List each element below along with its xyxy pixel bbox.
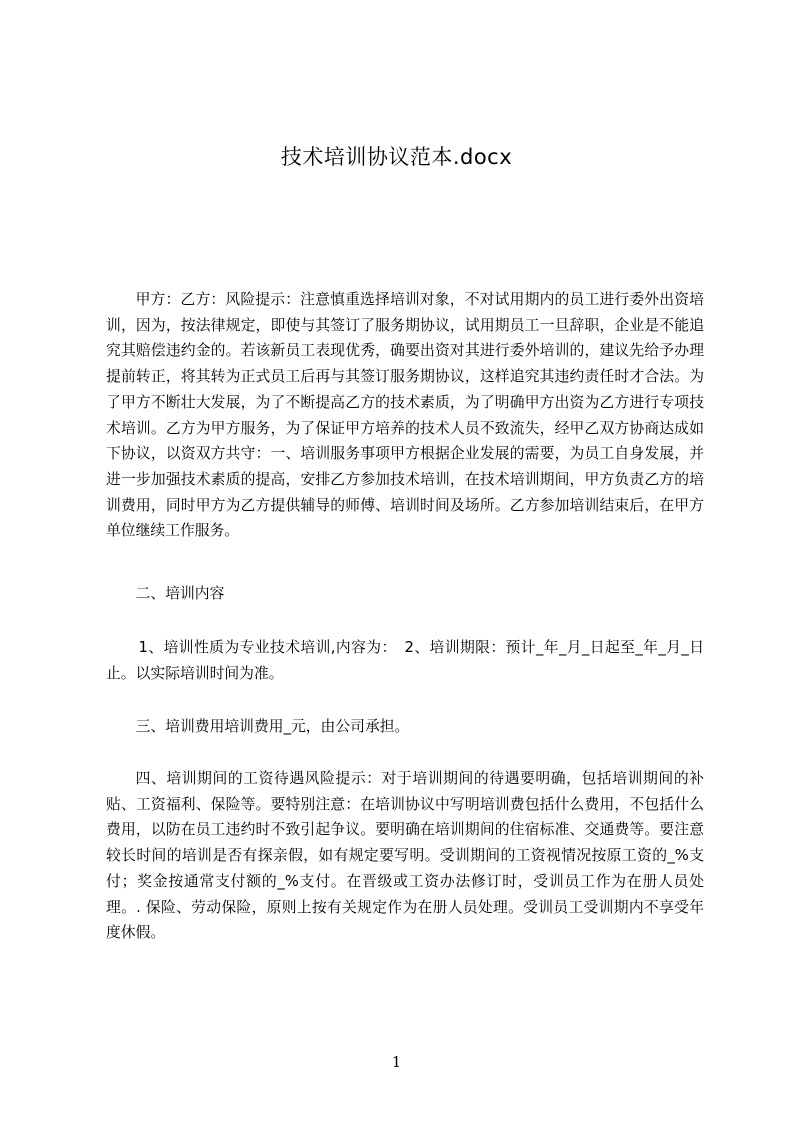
paragraph-training-nature-period: 1、培训性质为专业技术培训,内容为： 2、培训期限：预计_年_月_日起至_年_月_日止。以实际培训时间为准。 bbox=[106, 639, 704, 682]
paragraph-parties-and-terms: 甲方：乙方：风险提示：注意慎重选择培训对象，不对试用期内的员工进行委外出资培训，因为，按法律规定，即使与其签订了服务期协议，试用期员工一旦辞职，企业是不能追究其赔偿违约金的。若该新员工表现优秀，确要出资对其进行委外培训的，建议先给予办理提前转正，将其转为正式员工后再与其签订服务期协议，这样追究其违约责任时才合法。为了甲方不断壮大发展，为了不断提高乙方的技术素质，为了明确甲方出资为乙方进行专项技术培训。乙方为甲方服务，为了保证甲方培养的技术人员不致流失，经甲乙双方协商达成如下协议，以资双方共守：一、培训服务事项甲方根据企业发展的需要，为员工自身发展，并进一步加强技术素质的提高，安排乙方参加技术培训，在技术培训期间，甲方负责乙方的培训费用，同时甲方为乙方提供辅导的师傅、培训时间及场所。乙方参加培训结束后，在甲方单位继续工作服务。 bbox=[106, 291, 704, 540]
paragraph-training-fees: 三、培训费用培训费用_元，由公司承担。 bbox=[135, 718, 410, 735]
page-number: 1 bbox=[391, 1053, 402, 1071]
paragraph-wages-during-training: 四、培训期间的工资待遇风险提示：对于培训期间的待遇要明确，包括培训期间的补贴、工资福利、保险等。要特别注意：在培训协议中写明培训费包括什么费用，不包括什么费用，以防在员工违约时不致引起争议。要明确在培训期间的住宿标准、交通费等。要注意较长时间的培训是否有探亲假，如有规定要写明。受训期间的工资视情况按原工资的_%支付；奖金按通常支付额的_%支付。在晋级或工资办法修订时，受训员工作为在册人员处理。. 保险、劳动保险，原则上按有关规定作为在册人员处理。受训员工受训期内不享受年度休假。 bbox=[106, 770, 704, 942]
document-title: 技术培训协议范本.docx bbox=[280, 145, 513, 169]
paragraph-section-2-heading: 二、培训内容 bbox=[135, 585, 225, 602]
